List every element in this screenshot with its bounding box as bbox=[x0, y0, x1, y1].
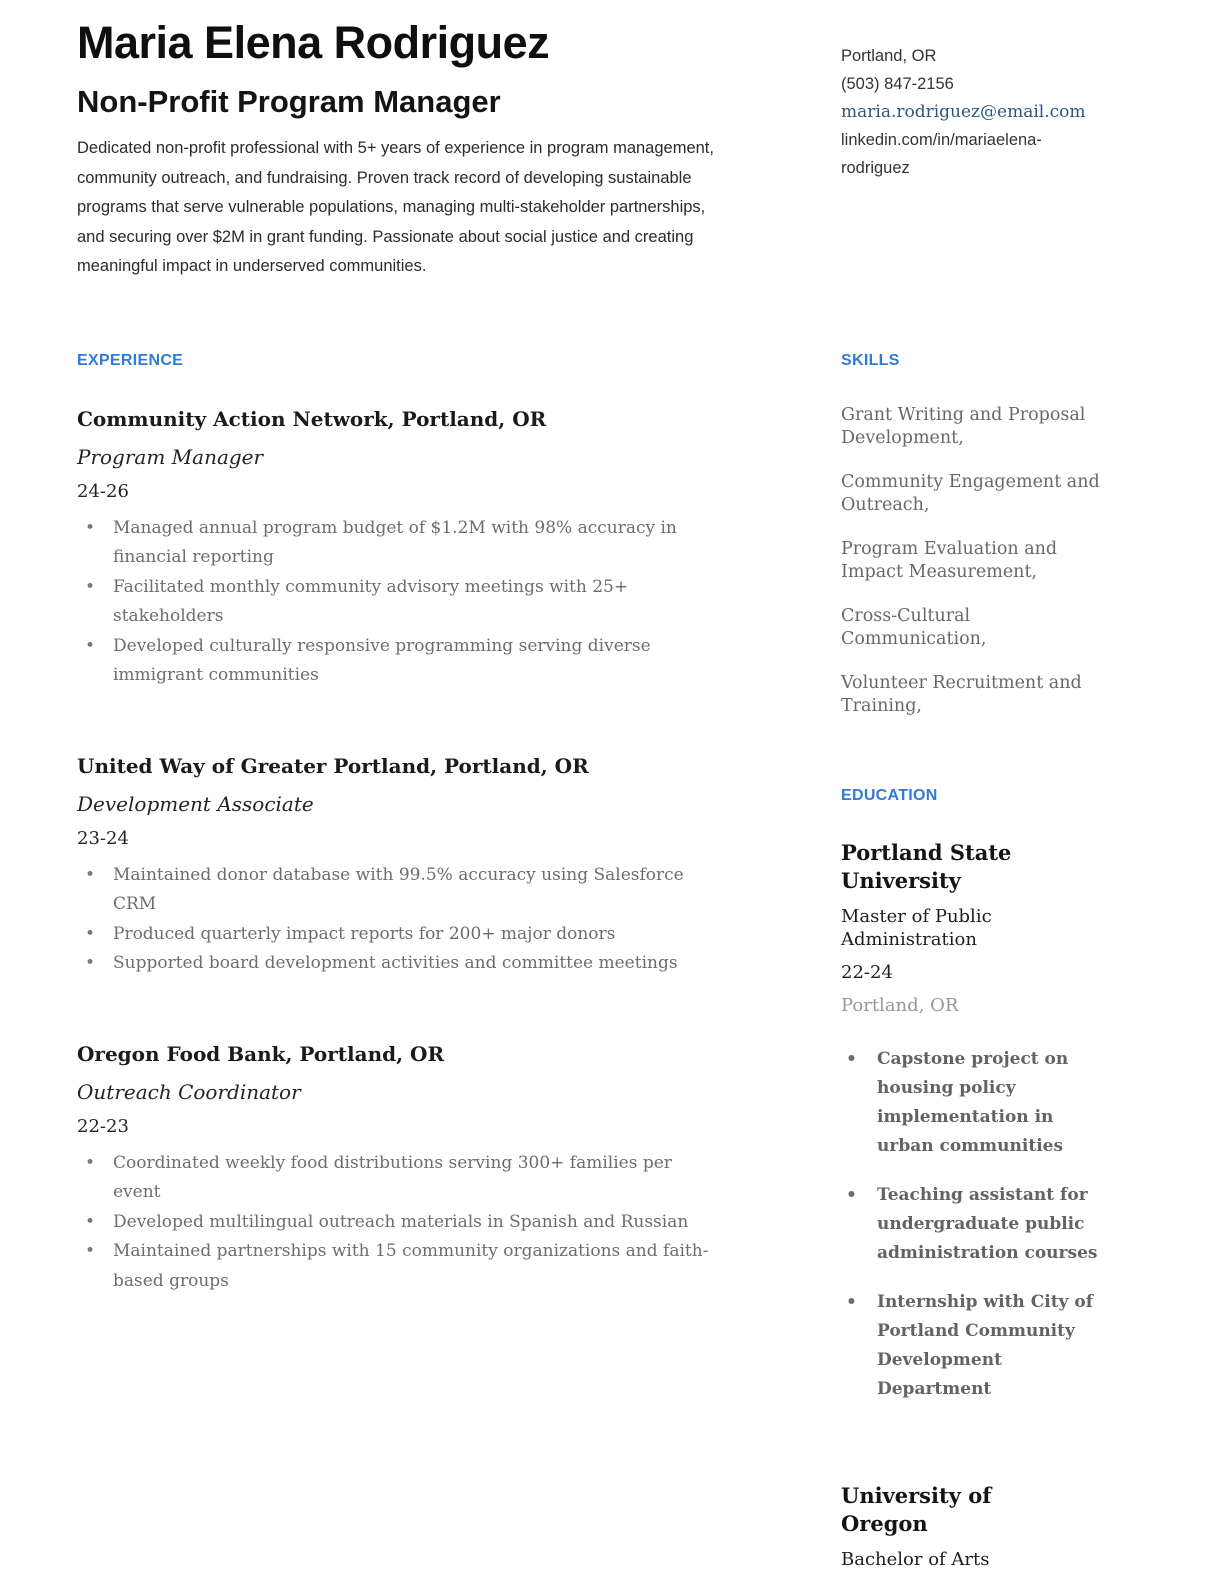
experience-entry bbox=[77, 753, 777, 979]
education-bullet bbox=[841, 1181, 1109, 1268]
education-heading: EDUCATION bbox=[841, 786, 938, 804]
education-bullet bbox=[841, 1288, 1109, 1404]
education-entry bbox=[841, 839, 1109, 1404]
skills-heading: SKILLS bbox=[841, 351, 900, 369]
skill-item: Grant Writing and Proposal Development, bbox=[841, 404, 1086, 449]
education-location: Portland, OR bbox=[841, 994, 959, 1016]
job-bullet bbox=[77, 573, 777, 632]
contact-linkedin: linkedin.com/in/mariaelena-rodriguez bbox=[841, 131, 1042, 177]
job-role: Outreach Coordinator bbox=[77, 1079, 301, 1104]
job-bullet bbox=[77, 632, 777, 691]
person-job-title: Non-Profit Program Manager bbox=[77, 84, 501, 120]
school-name: University of Oregon bbox=[841, 1482, 992, 1536]
job-bullet-list bbox=[77, 514, 777, 691]
education-dates: 22-24 bbox=[841, 961, 893, 983]
contact-phone: (503) 847-2156 bbox=[841, 75, 954, 93]
education-bullet-list bbox=[841, 1045, 1109, 1404]
experience-entry bbox=[77, 1041, 777, 1297]
job-bullet-text: Coordinated weekly food distributions serving 300+ families per event bbox=[113, 1152, 672, 1203]
right-column bbox=[841, 282, 1109, 1571]
job-bullet bbox=[77, 1208, 777, 1238]
degree: Master of Public Administration bbox=[841, 905, 992, 950]
person-name: Maria Elena Rodriguez bbox=[77, 17, 550, 68]
job-bullet-text: Managed annual program budget of $1.2M with 98% accuracy in financial reporting bbox=[113, 517, 677, 568]
job-bullet bbox=[77, 949, 777, 979]
job-bullet bbox=[77, 1237, 777, 1296]
skill-item: Program Evaluation and Impact Measurement, bbox=[841, 538, 1058, 583]
skill-item: Volunteer Recruitment and Training, bbox=[841, 672, 1082, 717]
professional-summary: Dedicated non-profit professional with 5+ years of experience in program management, community outreach, and fundraising. Proven track record of developing sustainable programs that serve vulnerable populations, managing multi-stakeholder partnerships, and securing over $2M in grant funding. Passionate about social justice and creating meaningful impact in underserved communities. bbox=[77, 139, 714, 276]
job-role: Program Manager bbox=[77, 444, 264, 469]
experience-heading: EXPERIENCE bbox=[77, 351, 184, 369]
skill-item: Cross-Cultural Communication, bbox=[841, 605, 987, 650]
contact-block bbox=[841, 42, 1109, 282]
experience-section bbox=[77, 352, 777, 1297]
job-bullet-text: Produced quarterly impact reports for 200+ major donors bbox=[113, 923, 616, 944]
education-section bbox=[841, 787, 1109, 1571]
degree: Bachelor of Arts bbox=[841, 1548, 990, 1570]
job-bullet-text: Maintained donor database with 99.5% accuracy using Salesforce CRM bbox=[113, 864, 684, 915]
education-bullet-text: Capstone project on housing policy implementation in urban communities bbox=[877, 1048, 1069, 1156]
job-bullet bbox=[77, 861, 777, 920]
job-bullet-list bbox=[77, 1149, 777, 1297]
job-bullet bbox=[77, 1149, 777, 1208]
job-bullet bbox=[77, 920, 777, 950]
job-bullet-text: Developed culturally responsive programming serving diverse immigrant communities bbox=[113, 635, 651, 686]
education-bullet-text: Teaching assistant for undergraduate public administration courses bbox=[877, 1184, 1098, 1263]
company-name: United Way of Greater Portland, Portland, OR bbox=[77, 753, 589, 778]
identity-header bbox=[77, 18, 777, 282]
job-role: Development Associate bbox=[77, 791, 314, 816]
education-bullet-text: Internship with City of Portland Community Development Department bbox=[877, 1291, 1094, 1399]
job-bullet-text: Facilitated monthly community advisory meetings with 25+ stakeholders bbox=[113, 576, 629, 627]
experience-entry bbox=[77, 406, 777, 691]
left-column bbox=[77, 282, 777, 1571]
job-bullet bbox=[77, 514, 777, 573]
school-name: Portland State University bbox=[841, 839, 1012, 893]
company-name: Oregon Food Bank, Portland, OR bbox=[77, 1041, 445, 1066]
skill-item: Community Engagement and Outreach, bbox=[841, 471, 1100, 516]
job-dates: 22-23 bbox=[77, 1115, 129, 1137]
education-entry bbox=[841, 1482, 1109, 1571]
job-bullet-list bbox=[77, 861, 777, 979]
job-dates: 23-24 bbox=[77, 827, 129, 849]
contact-email-link[interactable]: maria.rodriguez@email.com bbox=[841, 102, 1086, 122]
job-bullet-text: Supported board development activities and committee meetings bbox=[113, 953, 678, 974]
job-bullet-text: Maintained partnerships with 15 community organizations and faith-based groups bbox=[113, 1241, 709, 1291]
job-bullet-text: Developed multilingual outreach materials in Spanish and Russian bbox=[113, 1211, 689, 1232]
education-bullet bbox=[841, 1045, 1109, 1161]
job-dates: 24-26 bbox=[77, 480, 129, 502]
company-name: Community Action Network, Portland, OR bbox=[77, 406, 547, 431]
contact-location: Portland, OR bbox=[841, 47, 937, 65]
skills-section bbox=[841, 352, 1109, 719]
